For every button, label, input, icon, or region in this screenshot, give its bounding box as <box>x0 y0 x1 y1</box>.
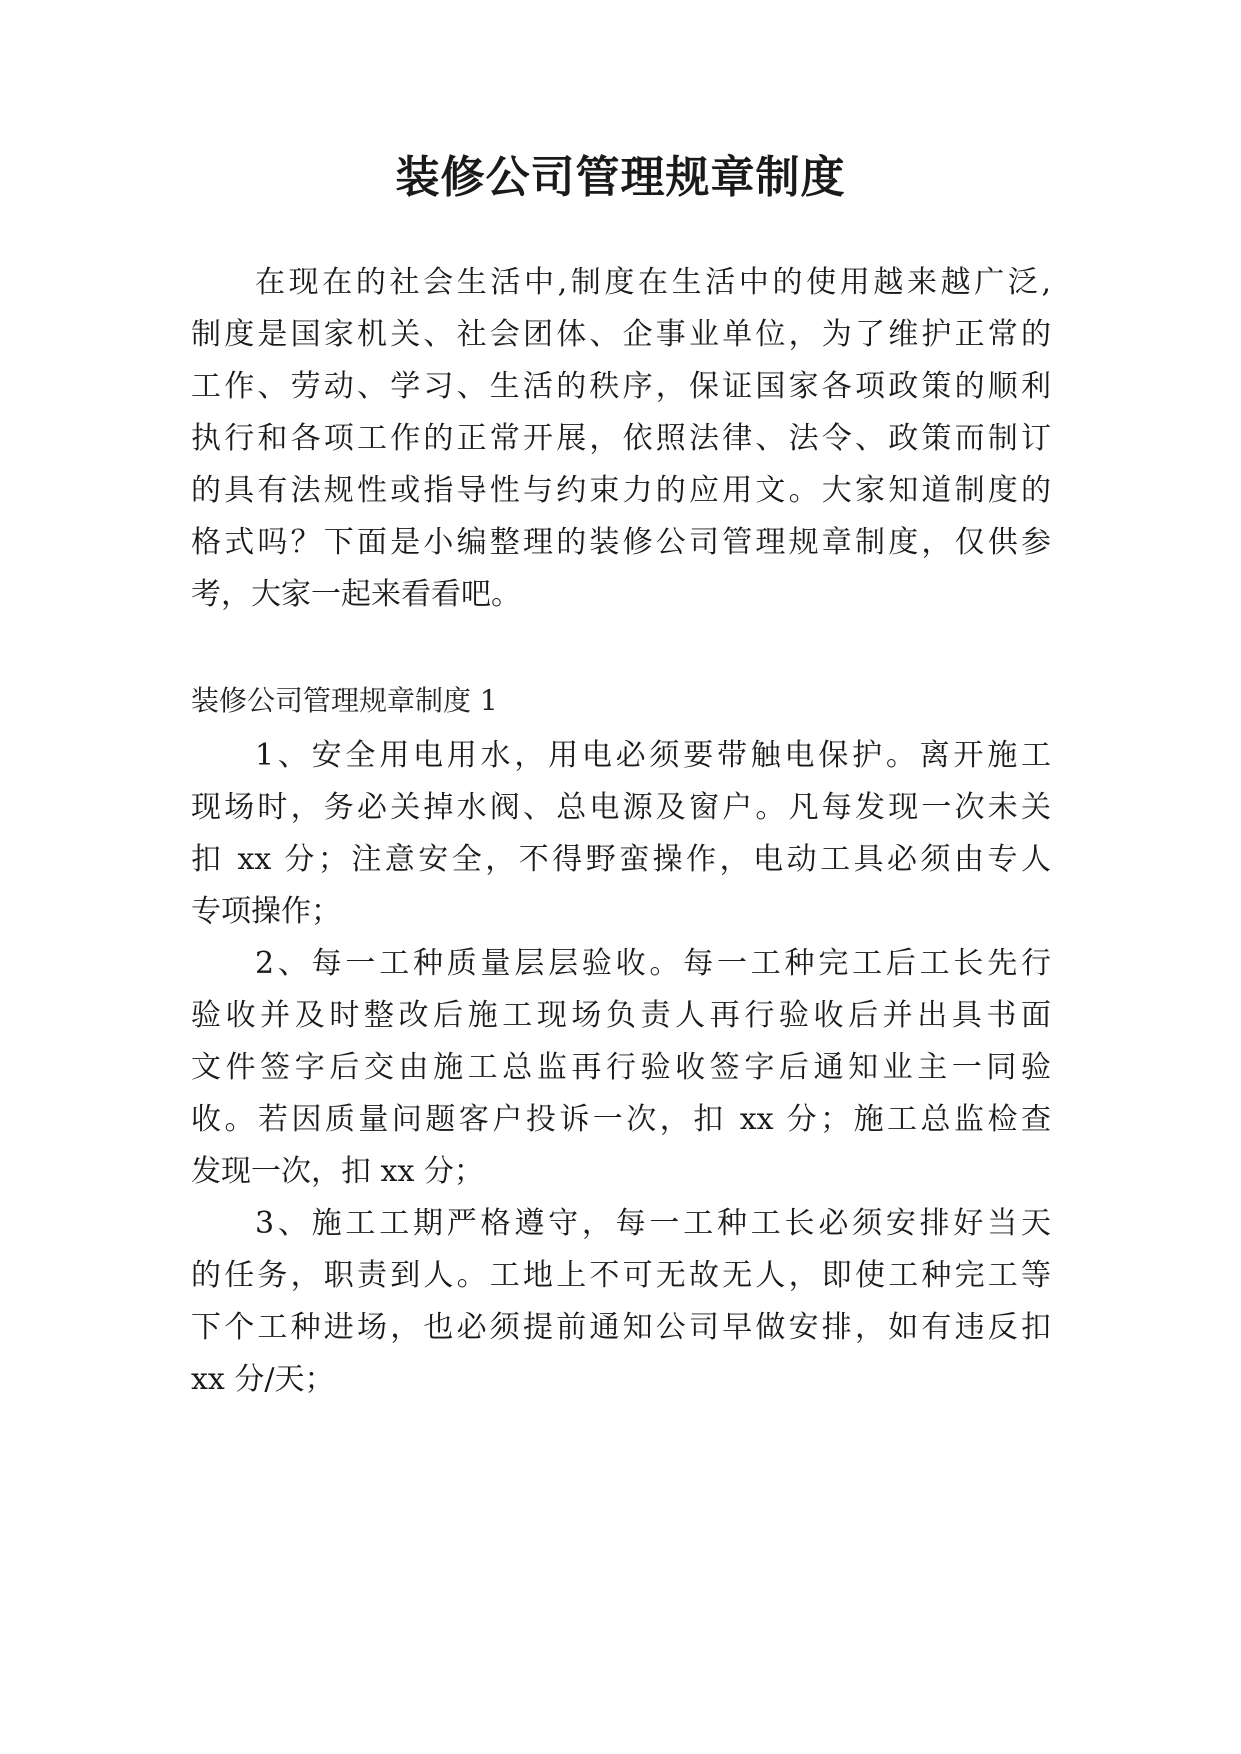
rule-line: 现场时，务必关掉水阀、总电源及窗户。凡每发现一次未关 <box>191 790 1051 825</box>
rule-line: 下个工种进场，也必须提前通知公司早做安排，如有违反扣 <box>191 1310 1051 1345</box>
rule-line: 专项操作； <box>191 894 341 929</box>
section-heading: 装修公司管理规章制度 1 <box>191 684 498 717</box>
intro-line: 工作、劳动、学习、生活的秩序，保证国家各项政策的顺利 <box>191 369 1051 404</box>
rule-line: 2、每一工种质量层层验收。每一工种完工后工长先行 <box>255 946 1051 981</box>
rule-line: 验收并及时整改后施工现场负责人再行验收后并出具书面 <box>191 998 1051 1033</box>
intro-line: 格式吗？下面是小编整理的装修公司管理规章制度，仅供参 <box>191 525 1051 560</box>
rule-line: 的任务，职责到人。工地上不可无故无人，即使工种完工等 <box>191 1258 1051 1293</box>
intro-line: 的具有法规性或指导性与约束力的应用文。大家知道制度的 <box>191 473 1051 508</box>
intro-line: 考，大家一起来看看吧。 <box>191 577 521 612</box>
rule-line: 发现一次，扣 xx 分； <box>191 1154 484 1189</box>
rule-line: 扣 xx 分；注意安全，不得野蛮操作，电动工具必须由专人 <box>191 842 1051 877</box>
intro-line: 执行和各项工作的正常开展，依照法律、法令、政策而制订 <box>191 421 1051 456</box>
intro-line: 在现在的社会生活中,制度在生活中的使用越来越广泛, <box>255 265 1051 300</box>
rule-line: 1、安全用电用水，用电必须要带触电保护。离开施工 <box>255 738 1051 773</box>
rule-line: 收。若因质量问题客户投诉一次，扣 xx 分；施工总监检查 <box>191 1102 1051 1137</box>
rule-line: xx 分/天； <box>191 1362 335 1397</box>
intro-line: 制度是国家机关、社会团体、企事业单位，为了维护正常的 <box>191 317 1051 352</box>
document-title: 装修公司管理规章制度 <box>395 152 846 203</box>
rule-line: 文件签字后交由施工总监再行验收签字后通知业主一同验 <box>191 1050 1051 1085</box>
rule-line: 3、施工工期严格遵守，每一工种工长必须安排好当天 <box>255 1206 1051 1241</box>
